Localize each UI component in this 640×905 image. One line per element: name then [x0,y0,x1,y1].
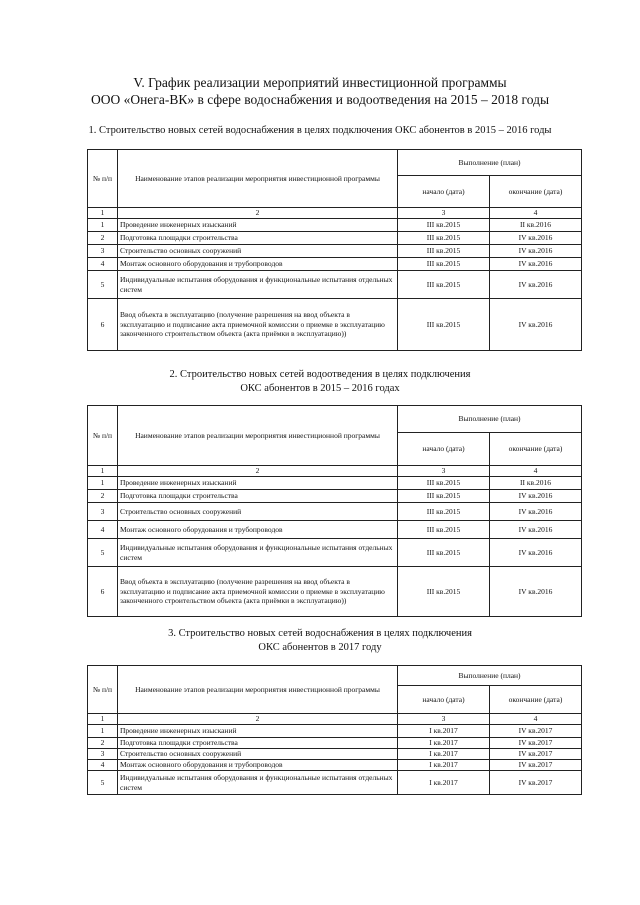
row-number: 4 [88,521,118,539]
start-date: III кв.2015 [398,232,490,245]
end-date: IV кв.2017 [490,738,582,749]
header-execution-plan: Выполнение (план) [398,406,582,433]
column-index: 2 [118,714,398,725]
stage-name: Подготовка площадки строительства [118,490,398,503]
row-number: 3 [88,503,118,521]
column-index: 3 [398,714,490,725]
row-number: 1 [88,477,118,490]
start-date: I кв.2017 [398,749,490,760]
stage-name: Проведение инженерных изысканий [118,219,398,232]
stage-name: Строительство основных сооружений [118,503,398,521]
row-number: 1 [88,219,118,232]
header-stage-name: Наименование этапов реализации мероприятия инвестиционной программы [118,666,398,714]
stage-name: Индивидуальные испытания оборудования и функциональные испытания отдельных систем [118,539,398,567]
end-date: IV кв.2016 [490,245,582,258]
table-row [88,490,582,503]
start-date: III кв.2015 [398,271,490,299]
start-date: III кв.2015 [398,521,490,539]
stage-name: Подготовка площадки строительства [118,232,398,245]
table-row [88,299,582,351]
row-number: 4 [88,760,118,771]
end-date: IV кв.2016 [490,299,582,351]
start-date: III кв.2015 [398,258,490,271]
table-row [88,738,582,749]
table-row [88,271,582,299]
stage-name: Строительство основных сооружений [118,749,398,760]
row-number: 5 [88,271,118,299]
end-date: II кв.2016 [490,219,582,232]
end-date: IV кв.2016 [490,271,582,299]
start-date: I кв.2017 [398,760,490,771]
column-index: 3 [398,208,490,219]
header-stage-name: Наименование этапов реализации мероприятия инвестиционной программы [118,406,398,466]
document-title-line-1: V. График реализации мероприятий инвестиционной программы [133,75,507,90]
row-number: 6 [88,567,118,617]
column-index: 4 [490,208,582,219]
row-number: 5 [88,539,118,567]
column-index: 2 [118,466,398,477]
table-row [88,245,582,258]
table-row [88,539,582,567]
stage-name: Ввод объекта в эксплуатацию (получение разрешения на ввод объекта в эксплуатацию и подписание акта приемочной комиссии о приемке в эксплуатацию законченного строительством объекта (акта приёмки в эксплуатацию)) [118,299,398,351]
header-execution-plan: Выполнение (план) [398,666,582,686]
row-number: 6 [88,299,118,351]
stage-name: Монтаж основного оборудования и трубопроводов [118,258,398,271]
table-row [88,749,582,760]
start-date: I кв.2017 [398,725,490,738]
column-index: 1 [88,208,118,219]
end-date: IV кв.2016 [490,232,582,245]
section-3-heading-line-1: 3. Строительство новых сетей водоснабжения в целях подключения [168,628,472,639]
start-date: III кв.2015 [398,539,490,567]
stage-name: Индивидуальные испытания оборудования и функциональные испытания отдельных систем [118,271,398,299]
table-row [88,725,582,738]
document-title-line-2: ООО «Онега-ВК» в сфере водоснабжения и водоотведения на 2015 – 2018 годы [90,92,550,107]
column-index: 3 [398,466,490,477]
row-number: 1 [88,725,118,738]
row-number: 2 [88,738,118,749]
column-index: 4 [490,714,582,725]
end-date: IV кв.2017 [490,760,582,771]
section-1-table [87,149,582,351]
row-number: 5 [88,771,118,795]
start-date: III кв.2015 [398,245,490,258]
table-row [88,219,582,232]
header-end-date: окончание (дата) [490,176,582,208]
start-date: III кв.2015 [398,477,490,490]
row-number: 3 [88,245,118,258]
header-num: № п/п [88,150,118,208]
header-stage-name: Наименование этапов реализации мероприятия инвестиционной программы [118,150,398,208]
end-date: IV кв.2017 [490,771,582,795]
column-index: 1 [88,714,118,725]
section-2-heading-line-1: 2. Строительство новых сетей водоотведения в целях подключения [169,369,471,380]
table-row [88,760,582,771]
end-date: IV кв.2016 [490,567,582,617]
end-date: IV кв.2017 [490,749,582,760]
header-end-date: окончание (дата) [490,686,582,714]
start-date: I кв.2017 [398,738,490,749]
table-row [88,477,582,490]
stage-name: Проведение инженерных изысканий [118,477,398,490]
end-date: IV кв.2016 [490,539,582,567]
section-3-table [87,665,582,795]
start-date: III кв.2015 [398,219,490,232]
section-2-heading-line-2: ОКС абонентов в 2015 – 2016 годах [240,383,400,394]
header-start-date: начало (дата) [398,176,490,208]
table-row [88,503,582,521]
header-num: № п/п [88,406,118,466]
header-execution-plan: Выполнение (план) [398,150,582,176]
row-number: 3 [88,749,118,760]
column-index: 1 [88,466,118,477]
table-row [88,232,582,245]
end-date: II кв.2016 [490,477,582,490]
stage-name: Подготовка площадки строительства [118,738,398,749]
header-start-date: начало (дата) [398,686,490,714]
table-row [88,771,582,795]
row-number: 2 [88,232,118,245]
header-start-date: начало (дата) [398,433,490,466]
stage-name: Монтаж основного оборудования и трубопроводов [118,521,398,539]
start-date: III кв.2015 [398,299,490,351]
start-date: III кв.2015 [398,567,490,617]
header-num: № п/п [88,666,118,714]
stage-name: Строительство основных сооружений [118,245,398,258]
row-number: 2 [88,490,118,503]
start-date: III кв.2015 [398,490,490,503]
stage-name: Ввод объекта в эксплуатацию (получение разрешения на ввод объекта в эксплуатацию и подписание акта приемочной комиссии о приемке в эксплуатацию законченного строительством объекта (акта приёмки в эксплуатацию)) [118,567,398,617]
start-date: III кв.2015 [398,503,490,521]
end-date: IV кв.2016 [490,521,582,539]
column-index: 4 [490,466,582,477]
section-1-heading: 1. Строительство новых сетей водоснабжения в целях подключения ОКС абонентов в 2015 – 2016 годы [88,125,552,136]
stage-name: Индивидуальные испытания оборудования и функциональные испытания отдельных систем [118,771,398,795]
end-date: IV кв.2017 [490,725,582,738]
header-end-date: окончание (дата) [490,433,582,466]
section-2-table [87,405,582,617]
column-index: 2 [118,208,398,219]
table-row [88,567,582,617]
stage-name: Монтаж основного оборудования и трубопроводов [118,760,398,771]
end-date: IV кв.2016 [490,490,582,503]
end-date: IV кв.2016 [490,258,582,271]
start-date: I кв.2017 [398,771,490,795]
table-row [88,521,582,539]
stage-name: Проведение инженерных изысканий [118,725,398,738]
section-3-heading-line-2: ОКС абонентов в 2017 году [258,642,382,653]
end-date: IV кв.2016 [490,503,582,521]
table-row [88,258,582,271]
row-number: 4 [88,258,118,271]
